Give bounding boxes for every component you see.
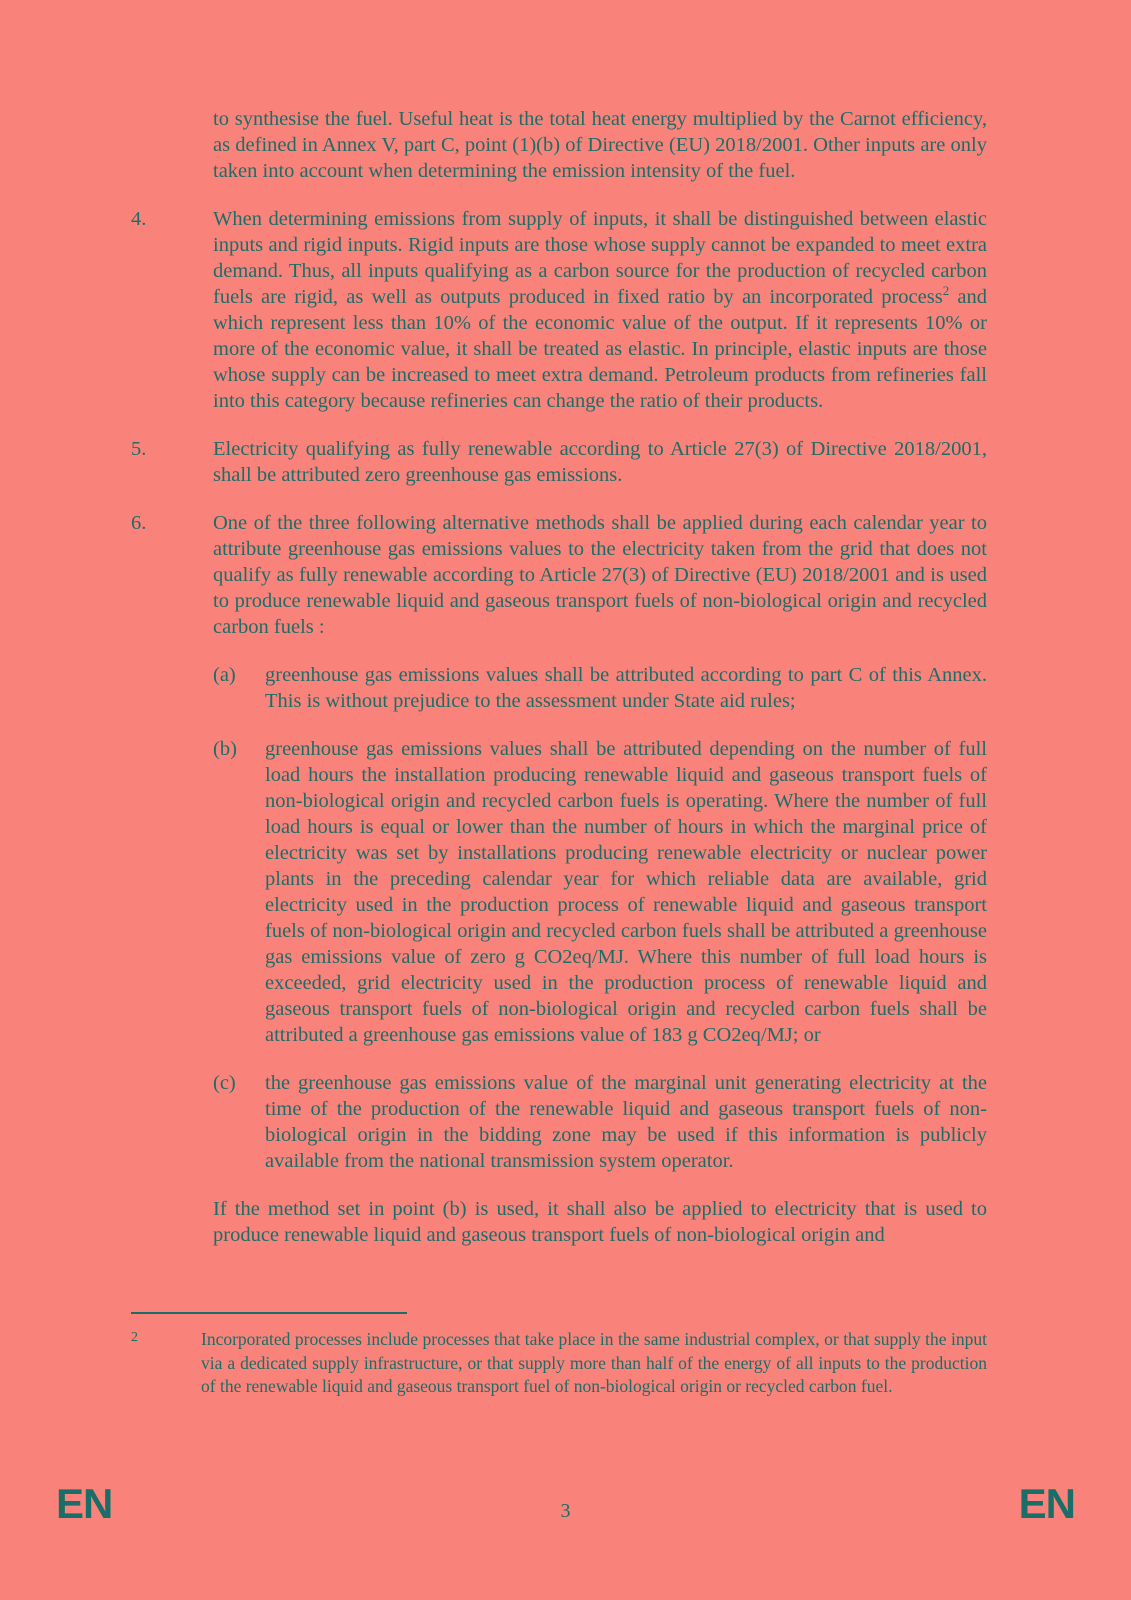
sub-item-a	[213, 662, 987, 714]
item-6-text: One of the three following alternative methods shall be applied during each calendar year to attribute greenhouse gas emissions values to the electricity taken from the grid that does not qualify as fully renewable according to Article 27(3) of Directive (EU) 2018/2001 and is used to produce renewable liquid and gaseous transport fuels of non-biological origin and recycled carbon fuels :	[213, 512, 987, 638]
document-body	[131, 106, 987, 1248]
sub-item-b-text: greenhouse gas emissions values shall be attributed depending on the number of full load hours the installation producing renewable liquid and gaseous transport fuels of non-biological origin and recycled carbon fuels is operating. Where the number of full load hours is equal or lower than the number of hours in which the marginal price of electricity was set by installations producing renewable electricity or nuclear power plants in the preceding calendar year for which reliable data are available, grid electricity used in the production process of renewable liquid and gaseous transport fuels of non-biological origin and recycled carbon fuels shall be attributed a greenhouse gas emissions value of zero g CO2eq/MJ. Where this number of full load hours is exceeded, grid electricity used in the production process of renewable liquid and gaseous transport fuels of non-biological origin and recycled carbon fuels shall be attributed a greenhouse gas emissions value of 183 g CO2eq/MJ; or	[265, 738, 987, 1046]
item-4-text	[213, 206, 987, 414]
item-number-5: 5.	[131, 438, 147, 460]
numbered-item-6	[131, 510, 987, 640]
sub-item-c	[213, 1070, 987, 1174]
closing-paragraph: If the method set in point (b) is used, it shall also be applied to electricity that is used to produce renewable liquid and gaseous transport fuels of non-biological origin and	[213, 1198, 987, 1246]
numbered-item-4	[131, 206, 987, 414]
sub-item-c-marker: (c)	[213, 1072, 236, 1094]
footnote-marker: 2	[131, 1330, 138, 1345]
footnote-area	[131, 1312, 987, 1399]
numbered-item-5	[131, 436, 987, 488]
footnote-separator-rule	[131, 1312, 407, 1314]
item-number-4: 4.	[131, 208, 147, 230]
paragraph-continuation: to synthesise the fuel. Useful heat is the total heat energy multiplied by the Carnot efficiency, as defined in Annex V, part C, point (1)(b) of Directive (EU) 2018/2001. Other inputs are only taken into account when determining the emission intensity of the fuel.	[213, 108, 987, 182]
footnote-2	[131, 1328, 987, 1399]
page-number: 3	[560, 1500, 571, 1522]
item-number-6: 6.	[131, 512, 147, 534]
sub-item-b	[213, 736, 987, 1048]
item-5-text: Electricity qualifying as fully renewable according to Article 27(3) of Directive 2018/2001, shall be attributed zero greenhouse gas emissions.	[213, 438, 987, 486]
footnote-text: Incorporated processes include processes that take place in the same industrial complex, or that supply the input via a dedicated supply infrastructure, or that supply more than half of the energy of all inputs to the production of the renewable liquid and gaseous transport fuel of non-biological origin or recycled carbon fuel.	[201, 1329, 987, 1396]
item-4-text-before-ref: When determining emissions from supply of inputs, it shall be distinguished between elastic inputs and rigid inputs. Rigid inputs are those whose supply cannot be expanded to meet extra demand. Thus, all inputs qualifying as a carbon source for the production of recycled carbon fuels are rigid, as well as outputs produced in fixed ratio by an incorporated process	[213, 208, 987, 308]
language-code-right: EN	[1018, 1480, 1075, 1527]
sub-item-b-marker: (b)	[213, 738, 237, 760]
footnote-reference-2: 2	[942, 283, 950, 299]
sub-item-a-text: greenhouse gas emissions values shall be attributed according to part C of this Annex. This is without prejudice to the assessment under State aid rules;	[265, 664, 987, 712]
sub-item-c-text: the greenhouse gas emissions value of the marginal unit generating electricity at the time of the production of the renewable liquid and gaseous transport fuels of non-biological origin in the bidding zone may be used if this information is publicly available from the national transmission system operator.	[265, 1072, 987, 1172]
item-4-text-after-ref: and which represent less than 10% of the economic value of the output. If it represents 10% or more of the economic value, it shall be treated as elastic. In principle, elastic inputs are those whose supply can be increased to meet extra demand. Petroleum products from refineries fall into this category because refineries can change the ratio of their products.	[213, 286, 987, 412]
sub-item-a-marker: (a)	[213, 664, 236, 686]
language-code-left: EN	[56, 1480, 113, 1527]
